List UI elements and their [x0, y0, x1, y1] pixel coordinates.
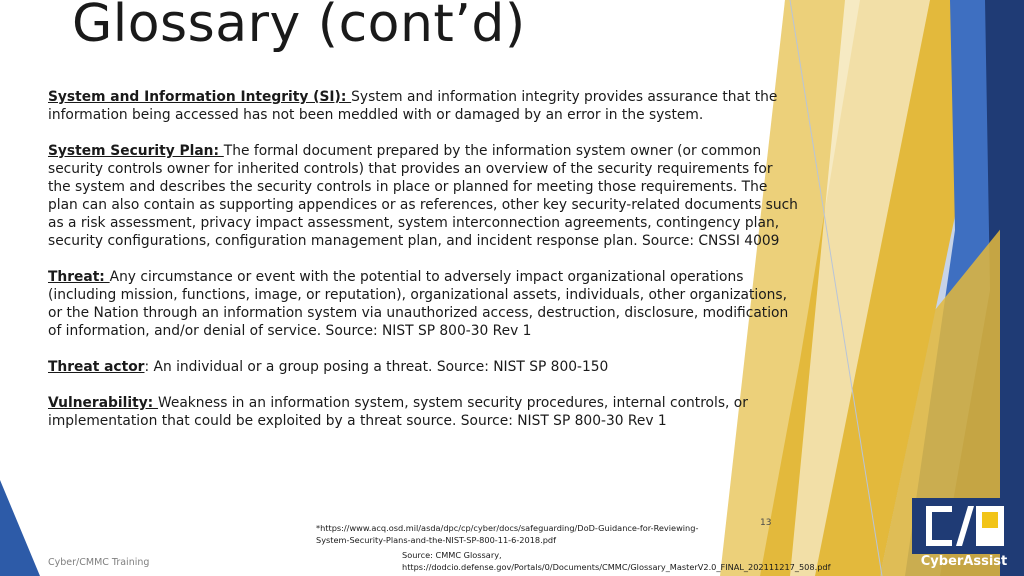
cyberassist-logo-icon — [912, 498, 1016, 554]
page-number: 13 — [760, 518, 772, 528]
source-line-1: Source: CMMC Glossary, — [402, 550, 502, 560]
glossary-entry-si — [48, 88, 798, 124]
left-corner-triangle — [0, 480, 40, 576]
glossary-definition: Any circumstance or event with the potential to adversely impact organizational operations (including mission, functions, image, or reputation), organizational assets, individuals, other organizations, or the Nation through an information system via unauthorized access, destruction, disclosure, modification of information, and/or denial of service. Source: NIST SP 800-30 Rev 1 — [48, 269, 789, 339]
source-reference — [402, 549, 830, 573]
glossary-term: Threat actor — [48, 359, 145, 375]
glossary-entry-threat — [48, 268, 798, 340]
cyberassist-logo — [912, 498, 1016, 572]
glossary-entry-vulnerability — [48, 394, 798, 430]
glossary-definition: The formal document prepared by the information system owner (or common security controls owner for inherited controls) that provides an overview of the security requirements for the system and describes the security controls in place or planned for meeting those requirements. The plan can also contain as supporting appendices or as references, other key security-related documents such as a risk assessment, privacy impact assessment, system interconnection agreements, contingency plan, security configurations, configuration management plan, and incident response plan. Source: CNSSI 4009 — [48, 143, 798, 249]
glossary-definition: System and information integrity provides assurance that the information being accessed has not been meddled with or damaged by an error in the system. — [48, 89, 778, 123]
glossary-definition: Weakness in an information system, system security procedures, internal controls, or implementation that could be exploited by a threat source. Source: NIST SP 800-30 Rev 1 — [48, 395, 748, 429]
right-facet-navy-edge — [1000, 0, 1024, 576]
glossary-term: System Security Plan: — [48, 143, 224, 159]
glossary-content — [48, 88, 798, 448]
footnote-line-2: System-Security-Plans-and-the-NIST-SP-800-11-6-2018.pdf — [316, 535, 556, 545]
slide-title: Glossary (cont’d) — [72, 0, 526, 54]
footnote-line-1: *https://www.acq.osd.mil/asda/dpc/cp/cyber/docs/safeguarding/DoD-Guidance-for-Reviewing- — [316, 523, 699, 533]
glossary-term: System and Information Integrity (SI): — [48, 89, 352, 105]
glossary-entry-threat-actor — [48, 358, 798, 376]
cyberassist-logo-text: CyberAssist — [920, 554, 1008, 569]
footnote-reference — [316, 522, 756, 546]
glossary-definition: : An individual or a group posing a threat. Source: NIST SP 800-150 — [144, 359, 609, 375]
source-line-2: https://dodcio.defense.gov/Portals/0/Documents/CMMC/Glossary_MasterV2.0_FINAL_202111217_508.pdf — [402, 562, 831, 572]
glossary-term: Threat: — [48, 269, 110, 285]
glossary-term: Vulnerability: — [48, 395, 159, 411]
glossary-entry-ssp — [48, 142, 798, 250]
footer-training-label: Cyber/CMMC Training — [48, 557, 150, 568]
